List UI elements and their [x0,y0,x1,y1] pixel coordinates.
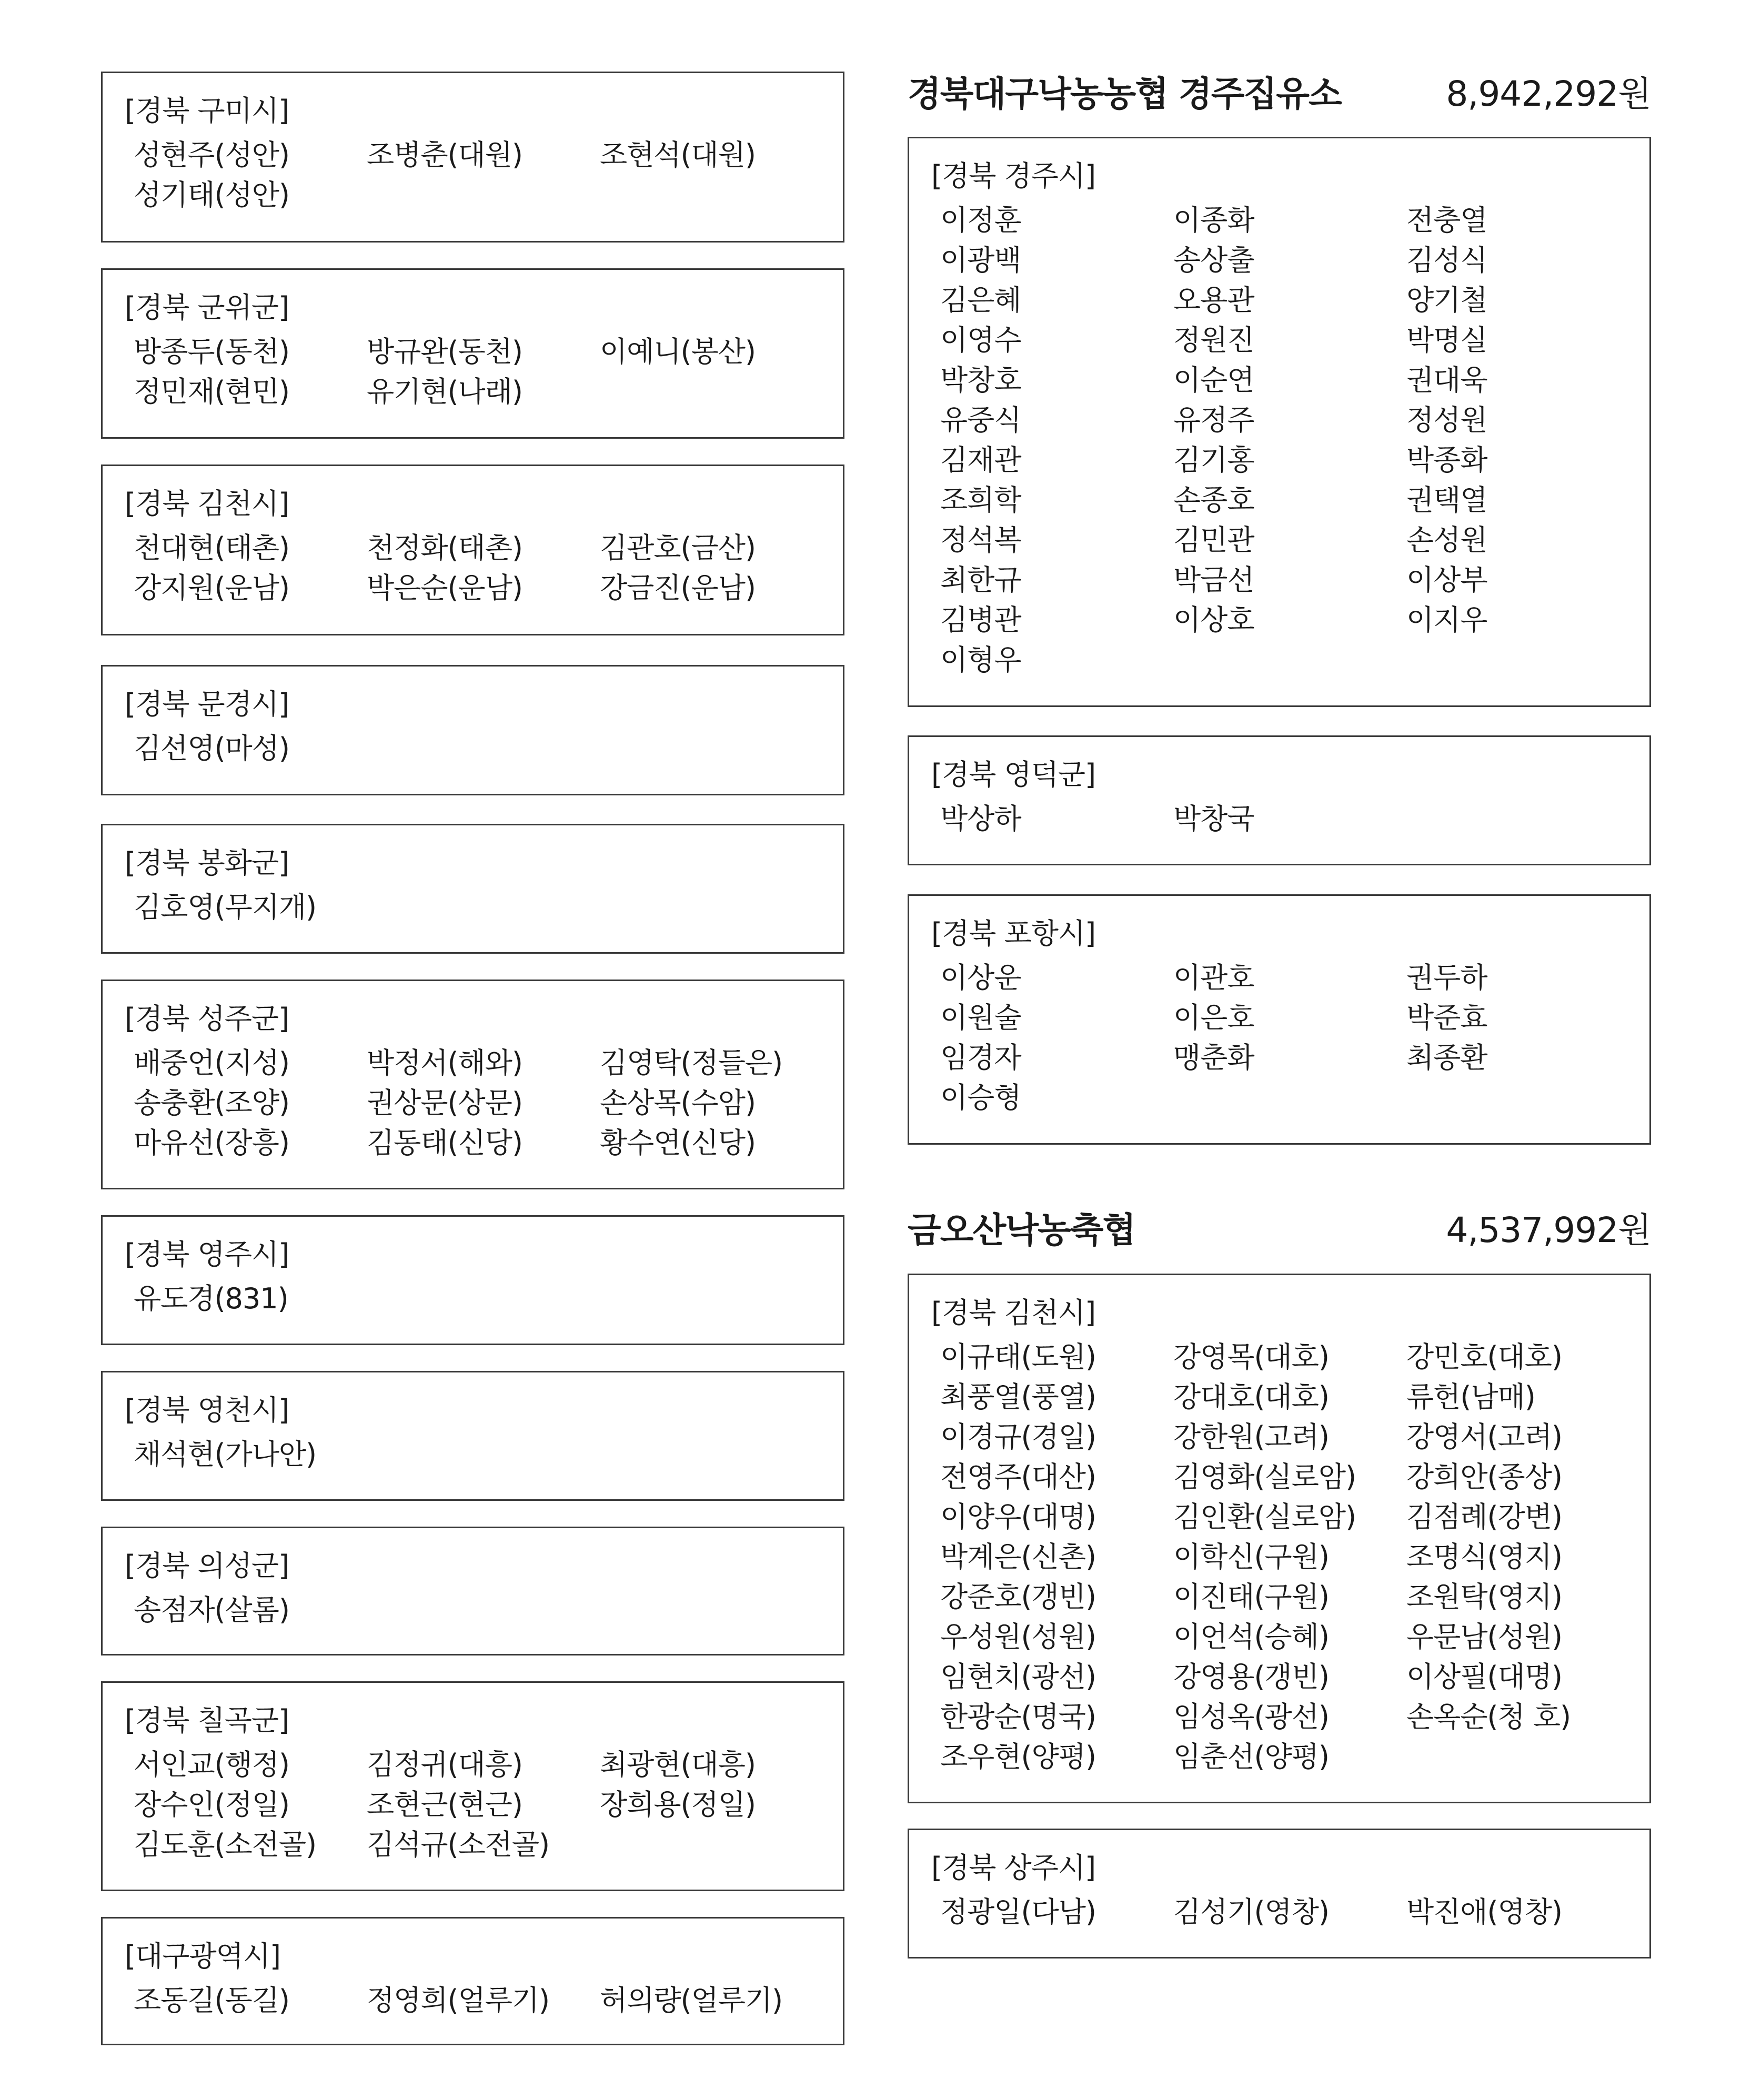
name-list [134,1279,832,1319]
person-name: 전충열 [1406,204,1487,237]
name-list [940,1337,1639,1777]
region-title: [경북 구미시] [125,94,289,127]
person-name: 조병춘(대원) [367,138,522,171]
person-name: 이양우(대명) [940,1500,1096,1533]
person-name: 장희용(정일) [600,1788,756,1821]
person-name: 김동태(신당) [367,1126,522,1159]
person-name: 조동길(동길) [134,1984,289,2017]
person-name: 유기현(나래) [367,375,522,408]
person-name: 김은혜 [940,284,1021,317]
person-name: 이순연 [1173,364,1254,397]
person-name: 이광백 [940,244,1021,277]
person-name: 강희안(종상) [1406,1460,1562,1493]
person-name: 전영주(대산) [940,1460,1096,1493]
name-list [134,528,832,608]
person-name: 황수연(신당) [600,1126,756,1159]
person-name: 김인환(실로암) [1173,1500,1356,1533]
person-name: 박종화 [1406,443,1487,477]
person-name: 정석복 [940,523,1021,557]
person-name: 이예니(봉산) [600,335,756,368]
person-name: 송상출 [1173,244,1254,277]
person-name: 이형우 [940,643,1021,677]
person-name: 김재관 [940,443,1021,477]
person-name: 강준호(갱빈) [940,1580,1096,1613]
person-name: 권택열 [1406,483,1487,517]
region-box-gumi [101,72,844,243]
person-name: 정영희(얼루기) [367,1984,550,2017]
person-name: 이진태(구원) [1173,1580,1329,1613]
person-name: 김관호(금산) [600,531,756,564]
person-name: 조현석(대원) [600,138,756,171]
region-title: [경북 김천시] [931,1296,1096,1329]
person-name: 조명식(영지) [1406,1540,1562,1573]
person-name: 유정주 [1173,403,1254,437]
person-name: 김선영(마성) [134,732,289,765]
region-box-mungyeong [101,665,844,795]
person-name: 박상하 [940,802,1021,835]
person-name: 우성원(성원) [940,1620,1096,1653]
person-name: 강영서(고려) [1406,1420,1562,1453]
person-name: 이경규(경일) [940,1420,1096,1453]
person-name: 마유선(장흥) [134,1126,289,1159]
person-name: 최풍열(풍열) [940,1380,1096,1414]
person-name: 최한규 [940,563,1021,597]
name-list [940,200,1639,680]
person-name: 김영탁(정들은) [600,1046,783,1079]
org-header-gyeongju [908,69,1651,112]
person-name: 천정화(태촌) [367,531,522,564]
person-name: 김정귀(대흥) [367,1748,522,1781]
name-list [134,729,832,769]
person-name: 이영수 [940,324,1021,357]
person-name: 박창호 [940,364,1021,397]
region-box-yeongju [101,1215,844,1345]
person-name: 박준효 [1406,1001,1487,1034]
person-name: 유중식 [940,403,1021,437]
person-name: 임경자 [940,1041,1021,1074]
person-name: 박정서(해와) [367,1046,522,1079]
person-name: 강영용(갱빈) [1173,1660,1329,1693]
org-amount: 4,537,992원 [1446,1209,1651,1250]
region-title: [경북 문경시] [125,688,289,721]
person-name: 최종환 [1406,1041,1487,1074]
region-title: [경북 의성군] [125,1549,289,1582]
person-name: 김점례(강변) [1406,1500,1562,1533]
region-box-bonghwa [101,824,844,954]
region-box-gunwi [101,268,844,439]
person-name: 양기철 [1406,284,1487,317]
name-list [134,1590,832,1630]
name-list [940,799,1639,839]
name-list [134,135,832,215]
region-box-pohang [908,894,1651,1145]
region-box-chilgok [101,1681,844,1891]
person-name: 방규완(동천) [367,335,522,368]
person-name: 유도경(831) [134,1282,288,1315]
person-name: 김성식 [1406,244,1487,277]
person-name: 이종화 [1173,204,1254,237]
region-box-yeongcheon [101,1371,844,1501]
region-box-seongju [101,980,844,1189]
person-name: 박금선 [1173,563,1254,597]
person-name: 정광일(다남) [940,1895,1096,1929]
region-box-daegu [101,1917,844,2045]
person-name: 이상호 [1173,603,1254,637]
person-name: 채석현(가나안) [134,1438,317,1471]
person-name: 조희학 [940,483,1021,517]
person-name: 서인교(행정) [134,1748,289,1781]
person-name: 조우현(양평) [940,1740,1096,1773]
name-list [134,1043,832,1163]
person-name: 오용관 [1173,284,1254,317]
person-name: 임성옥(광선) [1173,1700,1329,1733]
person-name: 박계은(신촌) [940,1540,1096,1573]
person-name: 방종두(동천) [134,335,289,368]
person-name: 이관호 [1173,961,1254,994]
person-name: 최광현(대흥) [600,1748,756,1781]
region-title: [경북 상주시] [931,1851,1096,1884]
person-name: 손성원 [1406,523,1487,557]
person-name: 이원술 [940,1001,1021,1034]
person-name: 이상필(대명) [1406,1660,1562,1693]
region-title: [경북 칠곡군] [125,1704,289,1737]
person-name: 맹춘화 [1173,1041,1254,1074]
person-name: 허의량(얼루기) [600,1984,783,2017]
region-title: [경북 봉화군] [125,846,289,880]
region-title: [경북 성주군] [125,1002,289,1035]
person-name: 김석규(소전골) [367,1828,550,1861]
person-name: 이상운 [940,961,1021,994]
name-list [134,887,832,927]
region-title: [경북 김천시] [125,487,289,520]
region-box-gyeongju [908,137,1651,707]
region-title: [경북 영주시] [125,1238,289,1271]
person-name: 이승형 [940,1081,1021,1114]
person-name: 송충환(조양) [134,1086,289,1119]
person-name: 임현치(광선) [940,1660,1096,1693]
name-list [940,1892,1639,1932]
region-box-gimcheon-2 [908,1274,1651,1803]
region-title: [경북 군위군] [125,291,289,324]
person-name: 이상부 [1406,563,1487,597]
person-name: 이지우 [1406,603,1487,637]
person-name: 손종호 [1173,483,1254,517]
person-name: 한광순(명국) [940,1700,1096,1733]
person-name: 성현주(성안) [134,138,289,171]
org-header-geumosan [908,1206,1651,1248]
person-name: 이정훈 [940,204,1021,237]
region-title: [경북 포항시] [931,917,1096,950]
region-title: [대구광역시] [125,1940,280,1973]
person-name: 조원탁(영지) [1406,1580,1562,1613]
person-name: 손상목(수암) [600,1086,756,1119]
person-name: 이학신(구원) [1173,1540,1329,1573]
org-amount: 8,942,292원 [1446,73,1651,114]
person-name: 이은호 [1173,1001,1254,1034]
person-name: 권대욱 [1406,364,1487,397]
person-name: 박명실 [1406,324,1487,357]
person-name: 강영목(대호) [1173,1340,1329,1374]
person-name: 김호영(무지개) [134,891,317,924]
org-name: 경북대구낙농농협 경주집유소 [908,73,1341,114]
person-name: 배중언(지성) [134,1046,289,1079]
person-name: 박진애(영창) [1406,1895,1562,1929]
region-box-yeongdeok [908,735,1651,865]
person-name: 장수인(정일) [134,1788,289,1821]
person-name: 박은순(운남) [367,571,522,604]
person-name: 김민관 [1173,523,1254,557]
person-name: 이규태(도원) [940,1340,1096,1374]
person-name: 정성원 [1406,403,1487,437]
name-list [134,1745,832,1865]
region-box-uiseong [101,1527,844,1655]
person-name: 강민호(대호) [1406,1340,1562,1374]
person-name: 손옥순(청 호) [1406,1700,1571,1733]
person-name: 류헌(남매) [1406,1380,1535,1414]
person-name: 정민재(현민) [134,375,289,408]
person-name: 김성기(영창) [1173,1895,1329,1929]
person-name: 조현근(현근) [367,1788,522,1821]
region-title: [경북 경주시] [931,159,1096,193]
name-list [134,332,832,412]
person-name: 강지원(운남) [134,571,289,604]
person-name: 박창국 [1173,802,1254,835]
name-list [134,1981,832,2021]
person-name: 이언석(승혜) [1173,1620,1329,1653]
person-name: 김도훈(소전골) [134,1828,317,1861]
person-name: 권두하 [1406,961,1487,994]
person-name: 우문남(성원) [1406,1620,1562,1653]
region-title: [경북 영덕군] [931,758,1096,791]
person-name: 김영화(실로암) [1173,1460,1356,1493]
person-name: 김병관 [940,603,1021,637]
person-name: 강한원(고려) [1173,1420,1329,1453]
region-box-gimcheon [101,465,844,635]
person-name: 강금진(운남) [600,571,756,604]
person-name: 천대현(태촌) [134,531,289,564]
person-name: 송점자(살롬) [134,1593,289,1627]
person-name: 정원진 [1173,324,1254,357]
region-title: [경북 영천시] [125,1394,289,1427]
person-name: 김기홍 [1173,443,1254,477]
person-name: 강대호(대호) [1173,1380,1329,1414]
person-name: 권상문(상문) [367,1086,522,1119]
org-name: 금오산낙농축협 [908,1209,1135,1250]
name-list [940,958,1639,1118]
name-list [134,1435,832,1475]
person-name: 임춘선(양평) [1173,1740,1329,1773]
region-box-sangju [908,1829,1651,1958]
person-name: 성기태(성안) [134,178,289,211]
